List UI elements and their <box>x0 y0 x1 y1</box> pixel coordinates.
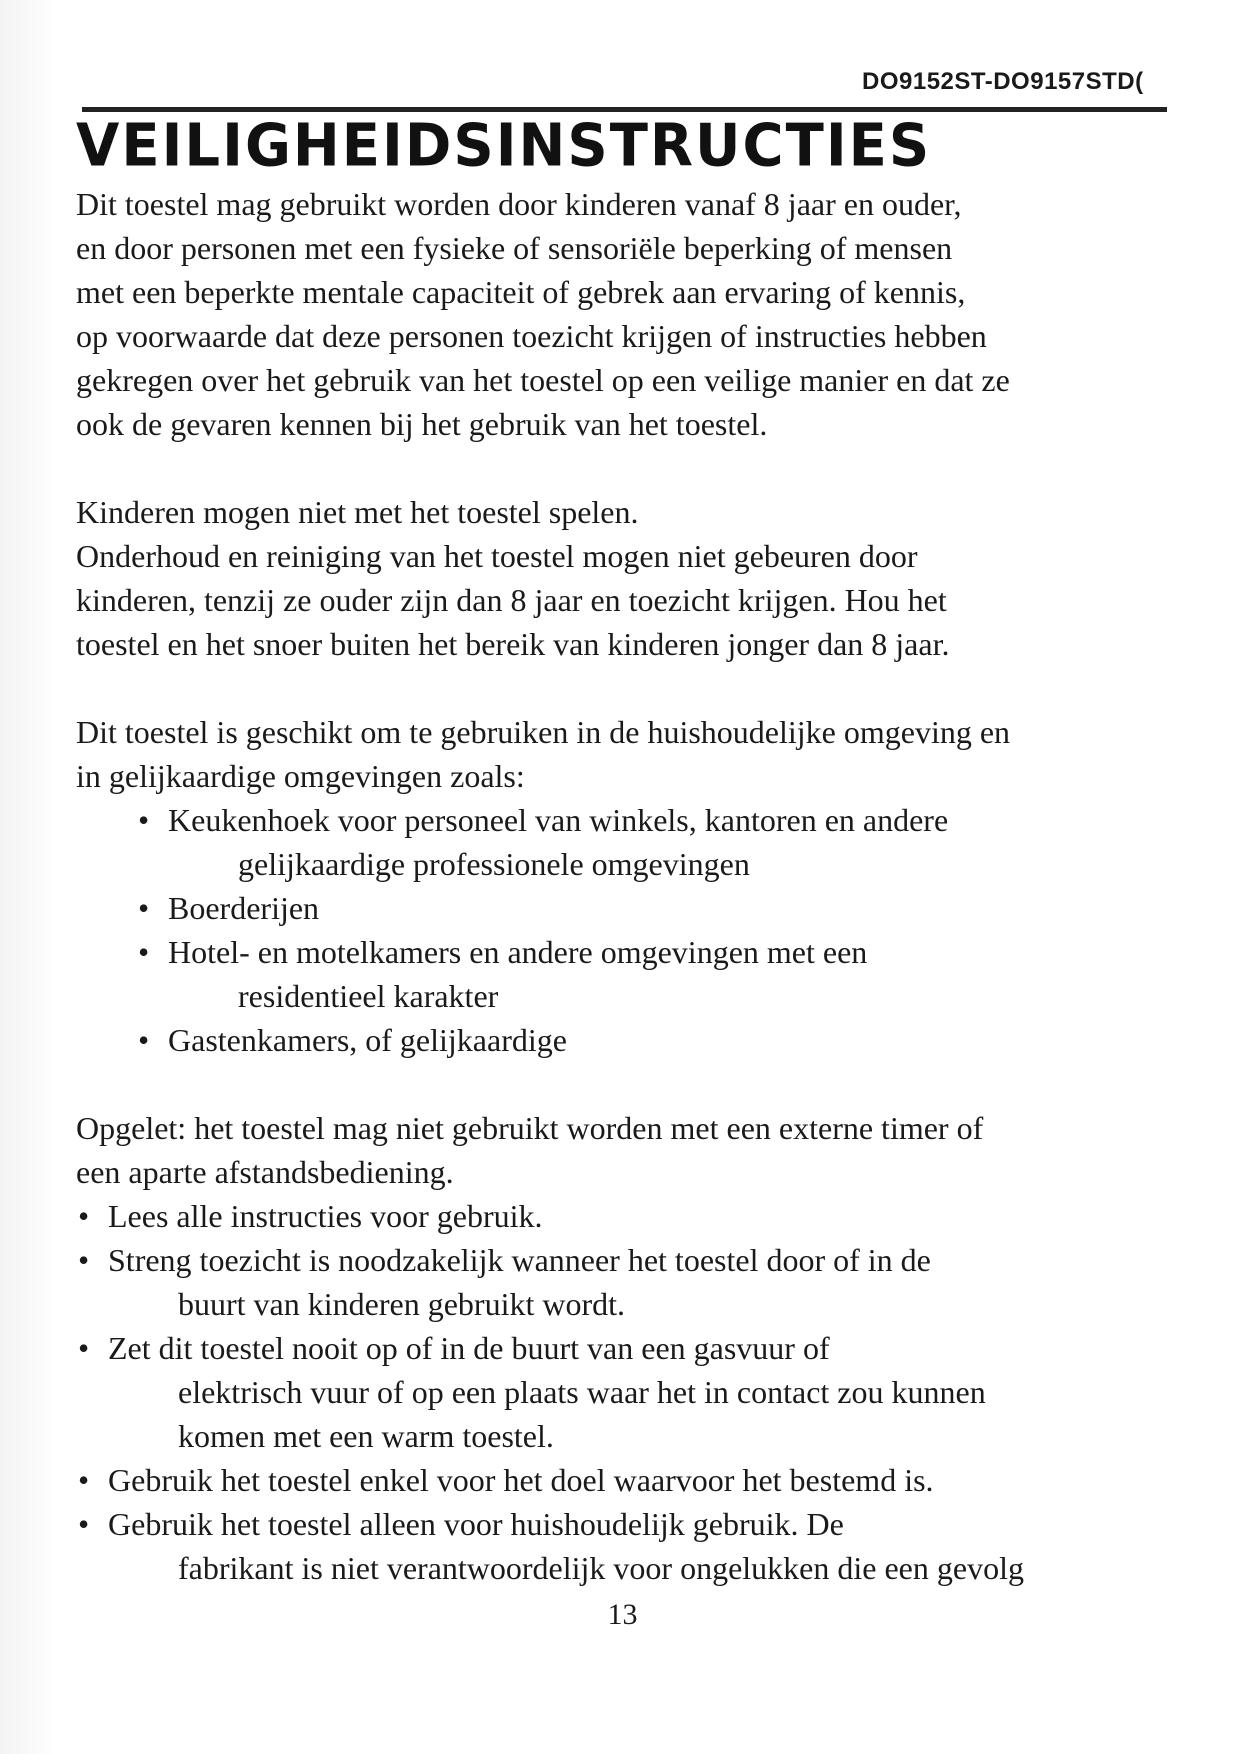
page-title: VEILIGHEIDSINSTRUCTIES <box>76 112 932 181</box>
bullet-icon: • <box>138 802 150 838</box>
intro-section <box>76 182 1176 446</box>
list-item-text: Keukenhoek voor personeel van winkels, kantoren en andere <box>168 802 949 838</box>
children-line: Onderhoud en reiniging van het toestel mogen niet gebeuren door <box>76 538 918 574</box>
list-item-continuation: komen met een warm toestel. <box>178 1418 554 1454</box>
list-item <box>76 1502 1176 1590</box>
intro-line: op voorwaarde dat deze personen toezicht krijgen of instructies hebben <box>76 318 987 354</box>
environment-line: in gelijkaardige omgevingen zoals: <box>76 758 525 794</box>
bullet-icon: • <box>78 1242 90 1278</box>
list-item <box>76 886 1176 930</box>
children-line: Kinderen mogen niet met het toestel spelen. <box>76 494 639 530</box>
list-item <box>76 1458 1176 1502</box>
paragraph-gap <box>76 446 1176 490</box>
intro-line: en door personen met een fysieke of sensoriële beperking of mensen <box>76 230 953 266</box>
list-item-text: Lees alle instructies voor gebruik. <box>108 1198 543 1234</box>
list-item-continuation: gelijkaardige professionele omgevingen <box>238 846 750 882</box>
intro-line: gekregen over het gebruik van het toestel op een veilige manier en dat ze <box>76 362 1010 398</box>
bullet-icon: • <box>138 934 150 970</box>
list-item-text: Boerderijen <box>168 890 320 926</box>
page-number: 13 <box>607 1598 638 1631</box>
list-item <box>76 1326 1176 1458</box>
environment-list <box>76 798 1176 1062</box>
list-item-text: Gastenkamers, of gelijkaardige <box>168 1022 567 1058</box>
paragraph-gap <box>76 666 1176 710</box>
list-item-text: Streng toezicht is noodzakelijk wanneer het toestel door of in de <box>108 1242 931 1278</box>
instruction-list <box>76 1194 1176 1590</box>
bullet-icon: • <box>138 890 150 926</box>
intro-line: Dit toestel mag gebruikt worden door kinderen vanaf 8 jaar en ouder, <box>76 186 962 222</box>
warning-section <box>76 1106 1176 1590</box>
list-item-text: Gebruik het toestel alleen voor huishoudelijk gebruik. De <box>108 1506 844 1542</box>
page-content <box>76 182 1176 1590</box>
page-edge-shadow <box>0 0 58 1754</box>
children-line: kinderen, tenzij ze ouder zijn dan 8 jaar en toezicht krijgen. Hou het <box>76 582 947 618</box>
list-item <box>76 1238 1176 1326</box>
environment-section <box>76 710 1176 1062</box>
model-code: DO9152ST-DO9157STD( <box>862 68 1144 95</box>
bullet-icon: • <box>78 1198 90 1234</box>
list-item <box>76 798 1176 886</box>
children-line: toestel en het snoer buiten het bereik van kinderen jonger dan 8 jaar. <box>76 626 950 662</box>
list-item-continuation: elektrisch vuur of op een plaats waar het in contact zou kunnen <box>178 1374 986 1410</box>
list-item-text: Hotel- en motelkamers en andere omgevingen met een <box>168 934 868 970</box>
bullet-icon: • <box>78 1462 90 1498</box>
environment-line: Dit toestel is geschikt om te gebruiken in de huishoudelijke omgeving en <box>76 714 1011 750</box>
list-item-continuation: fabrikant is niet verantwoordelijk voor ongelukken die een gevolg <box>178 1550 1024 1586</box>
warning-line: Opgelet: het toestel mag niet gebruikt worden met een externe timer of <box>76 1110 984 1146</box>
paragraph-gap <box>76 1062 1176 1106</box>
list-item <box>76 1018 1176 1062</box>
list-item <box>76 1194 1176 1238</box>
bullet-icon: • <box>78 1506 90 1542</box>
list-item-continuation: residentieel karakter <box>238 978 499 1014</box>
intro-line: met een beperkte mentale capaciteit of gebrek aan ervaring of kennis, <box>76 274 966 310</box>
intro-line: ook de gevaren kennen bij het gebruik van het toestel. <box>76 406 768 442</box>
bullet-icon: • <box>78 1330 90 1366</box>
list-item <box>76 930 1176 1018</box>
list-item-text: Zet dit toestel nooit op of in de buurt van een gasvuur of <box>108 1330 830 1366</box>
list-item-continuation: buurt van kinderen gebruikt wordt. <box>178 1286 625 1322</box>
children-section <box>76 490 1176 666</box>
list-item-text: Gebruik het toestel enkel voor het doel waarvoor het bestemd is. <box>108 1462 934 1498</box>
warning-line: een aparte afstandsbediening. <box>76 1154 454 1190</box>
bullet-icon: • <box>138 1022 150 1058</box>
